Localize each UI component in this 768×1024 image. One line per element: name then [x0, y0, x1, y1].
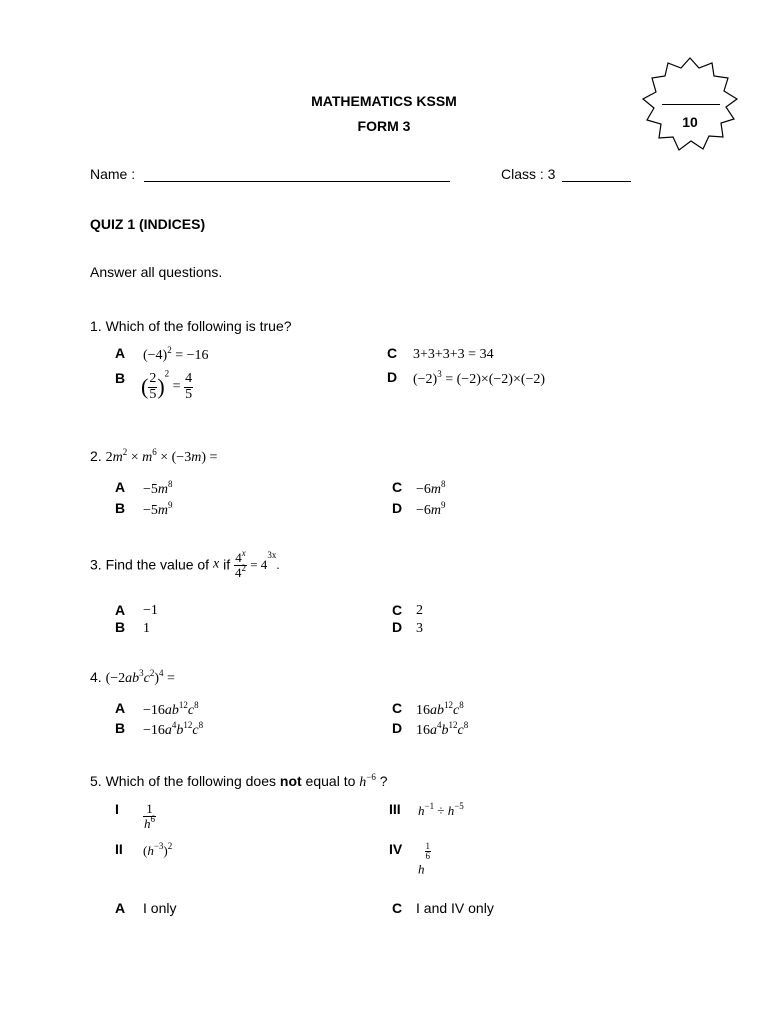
q3-label-d: D — [392, 619, 403, 635]
q5-label-i: I — [115, 801, 119, 817]
q2-option-b[interactable]: $-5m^9$ — [143, 500, 173, 518]
q4-option-a[interactable]: $-16ab^{12}c^8$ — [143, 700, 199, 718]
q5-statement-iii: $h^{-1} \div h^{-5}$ — [418, 801, 464, 818]
q4-option-c[interactable]: $16ab^{12}c^8$ — [416, 700, 464, 718]
quiz-title: QUIZ 1 (INDICES) — [90, 216, 206, 232]
question-1: 1. Which of the following is true? — [90, 318, 292, 334]
q5-label-iii: III — [389, 801, 401, 817]
name-label: Name : — [90, 166, 136, 182]
q5-statement-i: $\frac{1}{h^6}$ — [144, 801, 155, 831]
q4-label-b: B — [115, 720, 126, 736]
q1-option-d[interactable]: $(-2)^3 = (-2)\times(-2)\times(-2)$ — [413, 369, 546, 387]
q3-option-c[interactable]: 2 — [416, 603, 423, 618]
question-3: 3. Find the value of x if $\frac{4^x}{4^2}$ = $4^{3x}$. — [90, 548, 280, 580]
instruction: Answer all questions. — [90, 264, 223, 280]
q1-label-d: D — [387, 369, 398, 385]
q5-label-ii: II — [115, 841, 123, 857]
q4-option-b[interactable]: $-16a^4b^{12}c^8$ — [143, 720, 204, 738]
q3-option-b[interactable]: 1 — [143, 621, 150, 636]
class-label: Class : 3 — [501, 166, 556, 182]
q3-option-a[interactable]: −1 — [143, 603, 158, 618]
score-total: 10 — [682, 114, 698, 130]
q1-option-b[interactable]: ( $\frac{2}{5}$ )$^2$ = $\frac{4}{5}$ — [141, 368, 193, 402]
question-2: 2. $2m^2 \times m^6 \times (-3m)$ = — [90, 447, 218, 465]
form-label: FORM 3 — [357, 118, 411, 134]
q4-label-d: D — [392, 720, 403, 736]
q3-label-c: C — [392, 602, 403, 618]
q2-label-d: D — [392, 500, 403, 516]
q1-option-a[interactable]: $(-4)^2 = -16$ — [143, 345, 209, 363]
q4-label-c: C — [392, 700, 403, 716]
class-field[interactable] — [562, 181, 631, 182]
q5-answer-label-c: C — [392, 900, 403, 916]
q2-label-a: A — [115, 479, 126, 495]
q2-label-c: C — [392, 479, 403, 495]
question-4: 4. $(-2ab^3c^2)^4$ = — [90, 668, 175, 686]
q5-statement-iv: h $\frac{1}{6}$ — [418, 841, 430, 877]
q5-answer-a[interactable]: I only — [143, 900, 177, 916]
q5-answer-label-a: A — [115, 900, 126, 916]
page-title: MATHEMATICS KSSM — [311, 93, 457, 109]
q2-label-b: B — [115, 500, 126, 516]
q4-option-d[interactable]: $16a^4b^{12}c^8$ — [416, 720, 469, 738]
q2-option-c[interactable]: $-6m^8$ — [416, 479, 446, 497]
q5-label-iv: IV — [389, 841, 403, 857]
name-field[interactable] — [144, 181, 450, 182]
q5-statement-ii: $(h^{-3})^2$ — [143, 841, 173, 858]
q5-answer-c[interactable]: I and IV only — [416, 900, 494, 916]
q1-label-a: A — [115, 345, 126, 361]
q3-label-a: A — [115, 602, 126, 618]
q3-label-b: B — [115, 619, 126, 635]
q2-option-a[interactable]: $-5m^8$ — [143, 479, 173, 497]
q4-label-a: A — [115, 700, 126, 716]
question-5: 5. Which of the following does not equal to $h^{-6}$ ? — [90, 772, 388, 790]
q1-label-c: C — [387, 345, 398, 361]
q1-option-c[interactable]: 3+3+3+3 = 34 — [413, 347, 494, 362]
q2-option-d[interactable]: $-6m^9$ — [416, 500, 446, 518]
q1-label-b: B — [115, 370, 126, 386]
q3-option-d[interactable]: 3 — [416, 621, 423, 636]
